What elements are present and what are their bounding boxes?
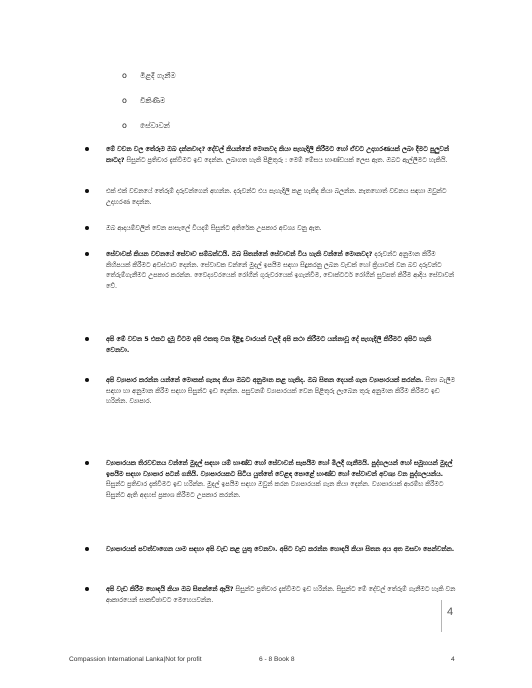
list-item-text [106, 186, 456, 207]
bold-prompt: ව්‍යාපාරයක තිරවචනය වන්නේ මුදල් සඳහා යම් භාණ්ඩ හෝ සේවාවන් සැපයීම හෝ මිලදී ගැනීමයි. පුද්ගලයන් හෝ සමූහයන් මුදල් ඉපයීම සඳහා ව්‍යාපාර පටන් ගනියි. ව්‍යාපාරයකට සිටිය යුත්තේ වෙළඳ පොළේ භාණ්ඩ හෝ සේවාවන් අවශ්‍ය වන පුද්ගලයන්ය. [106, 459, 453, 478]
sub-list-item-text: මිළදී ගැනීම [140, 71, 176, 80]
circle-bullet-icon: o [122, 121, 127, 130]
list-item-text [106, 223, 456, 234]
bold-prompt: මේ වචන වල තේරුම ඔබ දන්නවාද? දේවල් කියන්නේ මොනවද කියා පැහැදිලි කිරීමට හෝ ඒවට උදාහරණයක් ලබා දීමට පුලුවන් කාටද? [106, 145, 450, 164]
circle-bullet-icon: o [122, 71, 127, 80]
sub-list-item-text: සේවාවන් [140, 121, 170, 130]
teacher-note: සිසුන්ට ප්‍රතිචාර දැක්වීමට ඉඩ දෙන්න. ලබාගත හැකි පිළිතුරු : මෙම් මේසය භාණ්ඩයක් ලෙස ඇත. ඔබට ඇල්ලීමට හැකියි. [124, 155, 448, 164]
page-number: 4 [447, 606, 454, 618]
teacher-note: සිසුන්ට ප්‍රතිචාර දැක්වීමට ඉඩ හරින්න. සිසුන්ට මේ දේවල් තේරුම් ගැනීමට හැකි වන ආකාරයෙන් සාකච්ඡාවට මෙහෙයවන්න. [106, 585, 456, 604]
bold-prompt: අපි මේ වචන 5 එකට දැමූ විටම අපි එකතු වන දිළිඳු වාරයන් වලදී අපි කථා කිරීමට යන්නාවූ දේ පැහැදිලි කිරීමට අපිට හැකි වෙනවා. [106, 335, 432, 354]
bold-prompt: සේවාවක් කියන වචනයේ සේවාව සම්බන්ධයි. ඔබ සිතන්නේ සේවාවන් විය හැකි වන්නේ මොනවද? [106, 250, 373, 258]
teacher-note: සිසුන්ට ප්‍රතිචාර දැක්වීමට ඉඩ හරින්න. මුදල් ඉපයීම සඳහා ඔවුන් කරන ව්‍යාපාරයක් ගැන කියා දෙන්න. ව්‍යාපාරයක් ආරම්භ කිරීමට සිසුන්ට ඇති අදහස් ප්‍රකාශ කිරීමට උපකාර කරන්න. [106, 480, 444, 499]
list-item-text [106, 375, 456, 407]
list-item-text [106, 584, 456, 605]
circle-bullet-icon: o [122, 96, 127, 105]
bullet-icon [85, 378, 89, 382]
bullet-icon [85, 461, 89, 465]
teacher-note: සිතා බැලීම සඳහා හා අනුමාන කිරීම සඳහා සිසුන්ට ඉඩ දෙන්න. පසුවනම් ව්‍යාපාරයක් වෙන පිළිතුරු ලැබෙන තුරු අනුමාන කිරීම කිරීමට ඉඩ හරින්න. ව්‍යාපාර. [106, 376, 456, 406]
list-item-text [106, 249, 456, 291]
list-item-text [106, 144, 456, 165]
bullet-icon [85, 587, 89, 591]
teacher-note: එක් එක් වචනයේ තේරුම් දරුවන්ගෙන් අහන්න. දරුවන්ට එය පැහැදිලි කළ හැකිද කියා බලන්න. නැතහොත් වචනය සඳහා ඔවුන්ට උදාහරණ දෙන්න. [106, 187, 447, 206]
bold-prompt: අපි වැඩ කිරීම හොඳයි කියා ඔබ සිතන්නේ ඇයි? [106, 585, 234, 593]
list-item-text [106, 544, 456, 555]
sub-list-item-text: විකිණීම [140, 96, 166, 105]
footer-right: 4 [451, 656, 455, 663]
bold-prompt: අපි ව්‍යාපාර කරන්න යන්නේ මොකක් ගැනද කියා ඔබට අනුමාන කළ හැකිද. ඔබ සිතන දෙයක් ගැන ව්‍යාපාරයක් කරන්න. [106, 376, 424, 384]
list-item-text [106, 458, 456, 500]
bullet-icon [85, 189, 89, 193]
footer-left: Compassion International Lanka|Not for profit [69, 656, 202, 663]
bold-prompt: ව්‍යාපාරයක් පවත්වාගෙන යාම සඳහා අපි වැඩ කළ යුතු වෙනවා. අපිට වැඩ කරන්න හොඳයි කියා සිතන අය අත ඔසවා පෙන්වන්න. [106, 545, 455, 553]
footer-center: 6 - 8 Book 8 [259, 656, 295, 663]
teacher-note: දරුවන්ට අනුමාන කිරීම කිහිපයක් කිරීමට අවස්ථාව දෙන්න. සේවාවක වන්නේ මුදල් ඉපයීම සඳහා සිදුකරනු ලබන වැඩක් හෝ ක්‍රියාවක් වන බව දරුවන්ට තේරුම්ගැනීමට උපකාර කරන්න. වෛද්‍යවරයෙක් රෝගීන් ගුරුවරයෙක් ඉගැන්වීම, ඩොක්ටර්ට රෝගීන් සුවපත් කිරීම ආදිය සේවාවන් වේ. [106, 250, 455, 290]
bullet-icon [85, 226, 89, 230]
page-number-vertical-rule-visible [441, 600, 442, 632]
bullet-icon [85, 252, 89, 256]
bullet-icon [85, 147, 89, 151]
bullet-icon [85, 547, 89, 551]
teacher-note: ඔබ ආදායම්වලින් වෙන පාසැලේ වියදම් සිසුන්ට අතිරේක උපකාර අවශ්‍ය වනු ඇත. [106, 224, 322, 232]
list-item-text [106, 334, 456, 355]
bullet-icon [85, 337, 89, 341]
